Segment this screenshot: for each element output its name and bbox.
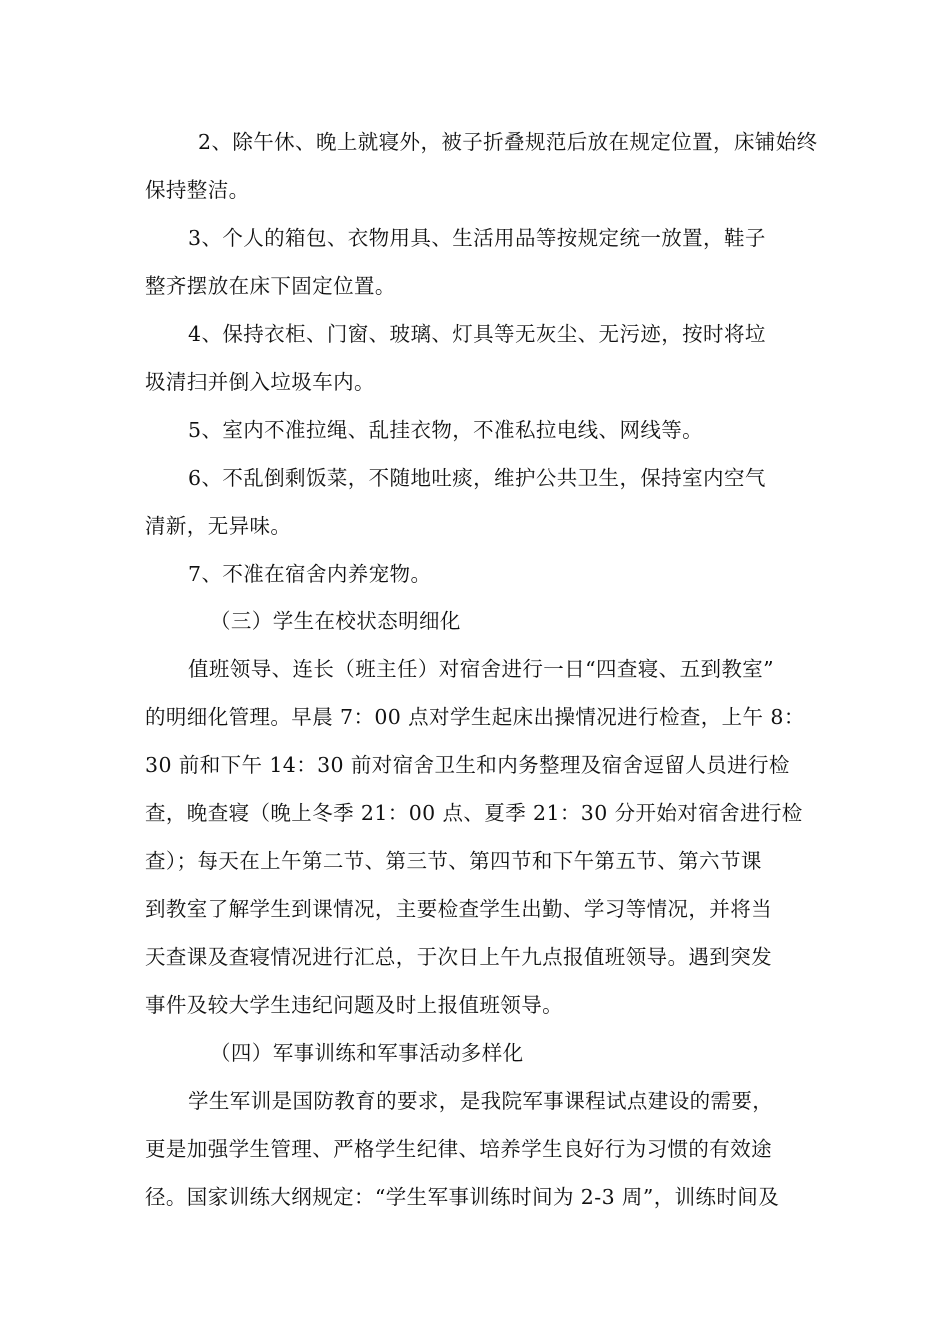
paragraph-line: 值班领导、连长（班主任）对宿舍进行一日“四查寝、五到教室”: [188, 657, 775, 681]
paragraph-line: 事件及较大学生违纪问题及时上报值班领导。: [145, 993, 563, 1017]
paragraph-line: 天查课及查寝情况进行汇总，于次日上午九点报值班领导。遇到突发: [145, 945, 772, 969]
paragraph-line: 清新，无异味。: [145, 514, 292, 538]
paragraph-line: 4、保持衣柜、门窗、玻璃、灯具等无灰尘、无污迹，按时将垃: [188, 322, 766, 346]
paragraph-line: 7、不准在宿舍内养宠物。: [188, 562, 432, 586]
paragraph-line: 学生军训是国防教育的要求，是我院军事课程试点建设的需要，: [188, 1089, 774, 1113]
paragraph-line: 更是加强学生管理、严格学生纪律、培养学生良好行为习惯的有效途: [145, 1137, 772, 1161]
section-heading: （三）学生在校状态明细化: [210, 609, 461, 633]
paragraph-line: 径。国家训练大纲规定：“学生军事训练时间为 2-3 周”，训练时间及: [145, 1185, 780, 1209]
paragraph-line: 2、除午休、晚上就寝外，被子折叠规范后放在规定位置，床铺始终: [198, 130, 818, 154]
paragraph-line: 整齐摆放在床下固定位置。: [145, 274, 396, 298]
section-heading: （四）军事训练和军事活动多样化: [210, 1041, 524, 1065]
paragraph-line: 保持整洁。: [145, 178, 250, 202]
paragraph-line: 到教室了解学生到课情况，主要检查学生出勤、学习等情况，并将当: [145, 897, 772, 921]
paragraph-line: 30 前和下午 14：30 前对宿舍卫生和内务整理及宿舍逗留人员进行检: [145, 753, 790, 777]
paragraph-line: 3、个人的箱包、衣物用具、生活用品等按规定统一放置，鞋子: [188, 226, 766, 250]
paragraph-line: 查）；每天在上午第二节、第三节、第四节和下午第五节、第六节课: [145, 849, 762, 873]
paragraph-line: 5、室内不准拉绳、乱挂衣物，不准私拉电线、网线等。: [188, 418, 704, 442]
paragraph-line: 查，晚查寝（晚上冬季 21：00 点、夏季 21：30 分开始对宿舍进行检: [145, 801, 803, 825]
paragraph-line: 圾清扫并倒入垃圾车内。: [145, 370, 375, 394]
paragraph-line: 6、不乱倒剩饭菜，不随地吐痰，维护公共卫生，保持室内空气: [188, 466, 766, 490]
paragraph-line: 的明细化管理。早晨 7：00 点对学生起床出操情况进行检查，上午 8：: [145, 705, 805, 729]
